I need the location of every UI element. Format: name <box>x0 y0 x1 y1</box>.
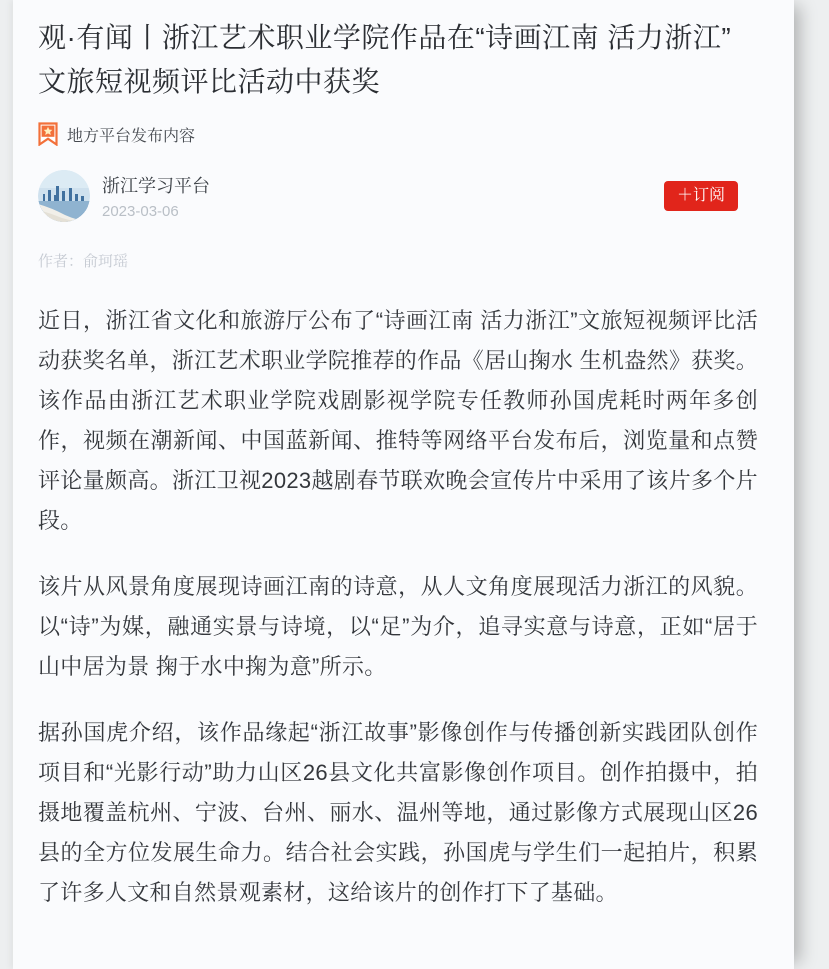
publisher-info <box>102 172 210 220</box>
article-paragraph: 近日，浙江省文化和旅游厅公布了“诗画江南 活力浙江”文旅短视频评比活动获奖名单，浙江艺术职业学院推荐的作品《居山掬水 生机盎然》获奖。该作品由浙江艺术职业学院戏剧影视学院专任教师孙国虎耗时两年多创作，视频在潮新闻、中国蓝新闻、推特等网络平台发布后，浏览量和点赞评论量颇高。浙江卫视2023越剧春节联欢晚会宣传片中采用了该片多个片段。 <box>38 308 759 533</box>
publisher-avatar[interactable] <box>38 170 90 222</box>
article-page <box>13 0 794 969</box>
article-paragraph: 据孙国虎介绍，该作品缘起“浙江故事”影像创作与传播创新实践团队创作项目和“光影行动”助力山区26县文化共富影像创作项目。创作拍摄中，拍摄地覆盖杭州、宁波、台州、丽水、温州等地，通过影像方式展现山区26县的全方位发展生命力。结合社会实践，孙国虎与学生们一起拍片，积累了许多人文和自然景观素材，这给该片的创作打下了基础。 <box>38 720 758 905</box>
author-line: 作者：俞珂瑶 <box>38 253 129 270</box>
article-paragraph: 该片从风景角度展现诗画江南的诗意，从人文角度展现活力浙江的风貌。以“诗”为媒，融通实景与诗境，以“足”为介，追寻实意与诗意，正如“居于山中居为景 掬于水中掬为意”所示。 <box>38 574 758 679</box>
article-title: 观·有闻丨浙江艺术职业学院作品在“诗画江南 活力浙江”文旅短视频评比活动中获奖 <box>38 22 732 97</box>
badge-row <box>38 122 758 146</box>
badge-label: 地方平台发布内容 <box>67 127 196 145</box>
bookmark-star-icon <box>38 122 58 146</box>
publish-date: 2023-03-06 <box>102 203 179 220</box>
article-body <box>38 301 758 913</box>
publisher-name[interactable]: 浙江学习平台 <box>102 176 210 196</box>
publisher-row <box>38 170 758 222</box>
subscribe-button[interactable]: ＋订阅 <box>664 181 738 211</box>
